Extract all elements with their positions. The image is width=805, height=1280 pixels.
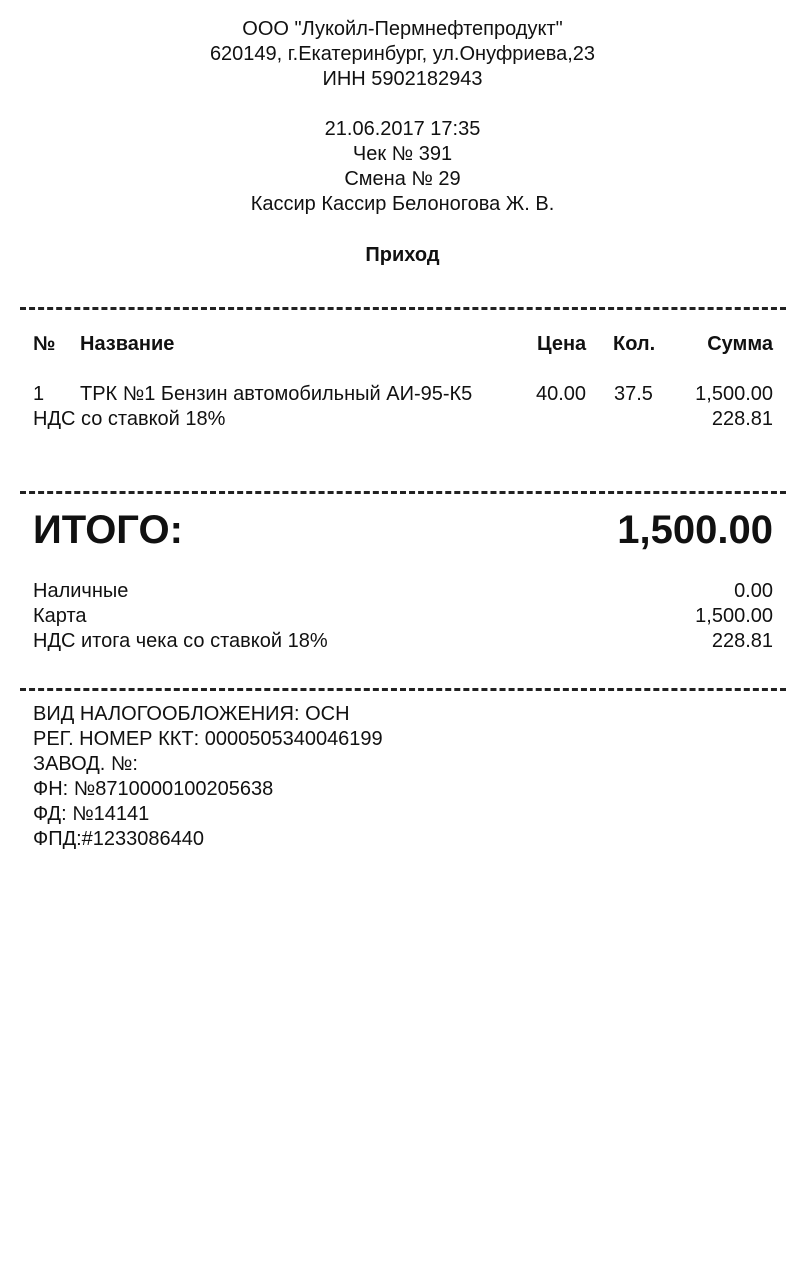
item-price: 40.00 (536, 383, 587, 405)
cashier-name: Кассир Кассир Белоногова Ж. В. (250, 193, 555, 215)
document-type: Приход (365, 244, 440, 266)
payment-value: 0.00 (734, 580, 773, 602)
divider (20, 491, 786, 494)
fpd-number: ФПД:#1233086440 (33, 828, 205, 850)
company-address: 620149, г.Екатеринбург, ул.Онуфриева,23 (209, 43, 596, 65)
divider (20, 307, 786, 310)
item-vat-value: 228.81 (711, 408, 773, 430)
receipt-meta (0, 117, 805, 217)
header-num: № (33, 333, 56, 355)
payment-row-card (33, 604, 773, 629)
payment-label: НДС итога чека со ставкой 18% (33, 630, 328, 652)
factory-number: ЗАВОД. №: (33, 753, 138, 775)
receipt-datetime: 21.06.2017 17:35 (324, 118, 481, 140)
header-price: Цена (537, 333, 587, 355)
item-qty: 37.5 (614, 383, 653, 405)
kkt-reg-number: РЕГ. НОМЕР ККТ: 0000505340046199 (33, 728, 383, 750)
header-sum: Сумма (707, 333, 773, 355)
header-qty: Кол. (613, 333, 656, 355)
total-label: ИТОГО: (33, 508, 183, 552)
divider (20, 688, 786, 691)
shift-number: Смена № 29 (344, 168, 461, 190)
fd-number: ФД: №14141 (33, 803, 150, 825)
item-num: 1 (33, 383, 45, 405)
check-number: Чек № 391 (352, 143, 453, 165)
tax-system: ВИД НАЛОГООБЛОЖЕНИЯ: ОСН (33, 703, 350, 725)
table-row (33, 382, 773, 407)
fiscal-info (33, 702, 383, 852)
total-value: 1,500.00 (617, 508, 773, 552)
total-row (33, 505, 773, 555)
payment-value: 228.81 (711, 630, 773, 652)
payment-row-cash (33, 579, 773, 604)
table-header-row (33, 332, 773, 357)
payment-value: 1,500.00 (695, 605, 773, 627)
item-vat-row (33, 407, 773, 432)
company-name: ООО "Лукойл-Пермнефтепродукт" (242, 18, 563, 40)
payment-label: Наличные (33, 580, 129, 602)
payment-label: Карта (33, 605, 87, 627)
item-name: ТРК №1 Бензин автомобильный АИ-95-К5 (80, 383, 473, 405)
header-name: Название (80, 333, 175, 355)
item-vat-label: НДС со ставкой 18% (33, 408, 226, 430)
fn-number: ФН: №8710000100205638 (33, 778, 274, 800)
item-sum: 1,500.00 (695, 383, 773, 405)
receipt-header (0, 17, 805, 92)
payment-row-vat (33, 629, 773, 654)
company-inn: ИНН 5902182943 (322, 68, 483, 90)
